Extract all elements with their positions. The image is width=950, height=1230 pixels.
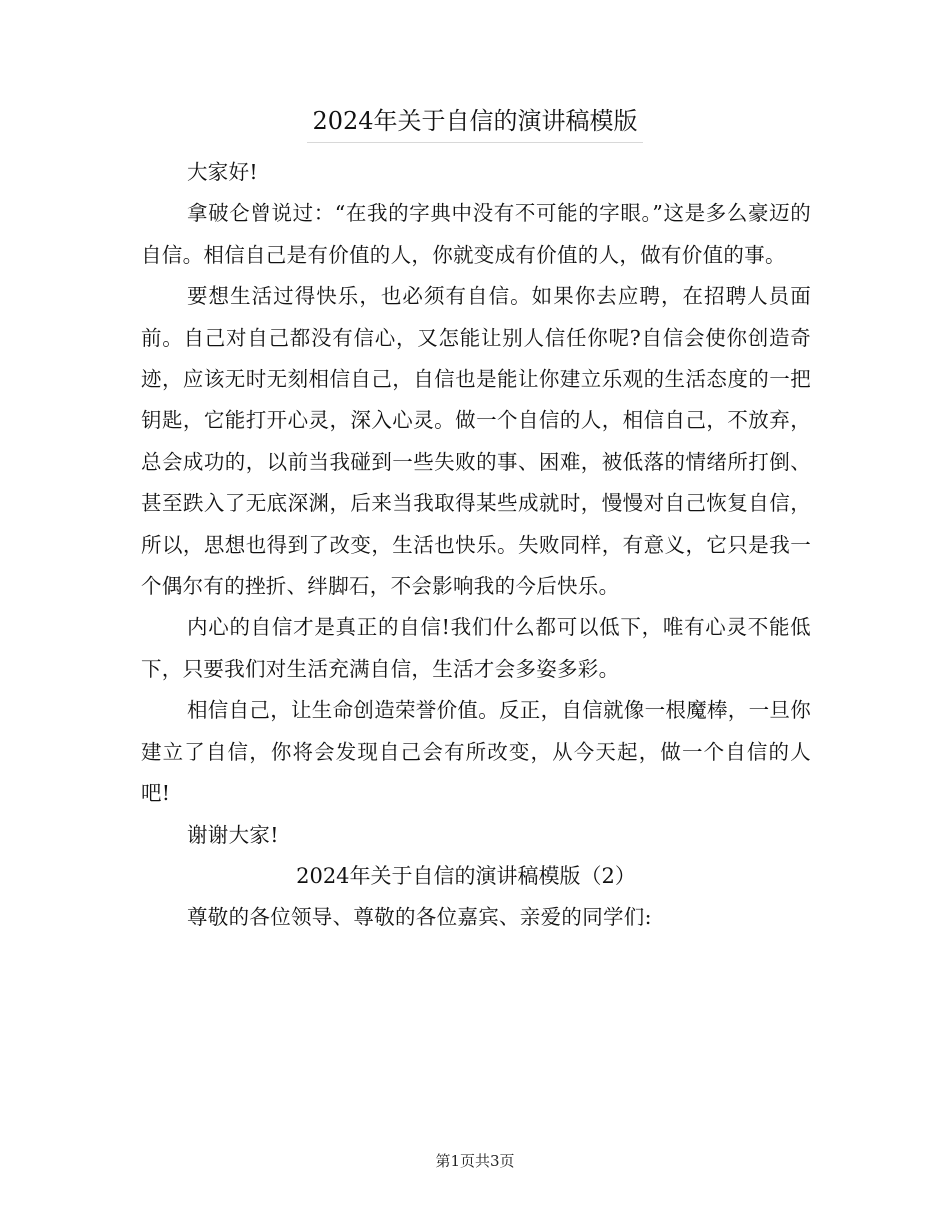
paragraph-salutation: 尊敬的各位领导、尊敬的各位嘉宾、亲爱的同学们: — [187, 905, 652, 930]
section-2-title: 2024年关于自信的演讲稿模版（2） — [296, 863, 636, 888]
title-underline — [307, 142, 643, 143]
paragraph: 内心的自信才是真正的自信!我们什么都可以低下，唯有心灵不能低下，只要我们对生活充满自信，生活才会多姿多彩。 — [141, 615, 811, 681]
page-number: 第1页共3页 — [435, 1152, 515, 1170]
paragraph: 要想生活过得快乐，也必须有自信。如果你去应聘，在招聘人员面前。自己对自己都没有信心，又怎能让别人信任你呢?自信会使你创造奇迹，应该无时无刻相信自己，自信也是能让你建立乐观的生活态度的一把钥匙，它能打开心灵，深入心灵。做一个自信的人，相信自己，不放弃，总会成功的，以前当我碰到一些失败的事、困难，被低落的情绪所打倒、甚至跌入了无底深渊，后来当我取得某些成就时，慢慢对自己恢复自信，所以，思想也得到了改变，生活也快乐。失败同样，有意义，它只是我一个偶尔有的挫折、绊脚石，不会影响我的今后快乐。 — [141, 284, 811, 599]
paragraph-greeting: 大家好! — [187, 160, 258, 184]
paragraph: 相信自己，让生命创造荣誉价值。反正，自信就像一根魔棒，一旦你建立了自信，你将会发现自己会有所改变，从今天起，做一个自信的人吧! — [141, 698, 811, 806]
paragraph: 拿破仑曾说过：“在我的字典中没有不可能的字眼。”这是多么豪迈的自信。相信自己是有价值的人，你就变成有价值的人，做有价值的事。 — [141, 201, 811, 267]
document-title: 2024年关于自信的演讲稿模版 — [312, 107, 638, 135]
paragraph-closing: 谢谢大家! — [187, 822, 279, 847]
document-body — [141, 152, 811, 939]
